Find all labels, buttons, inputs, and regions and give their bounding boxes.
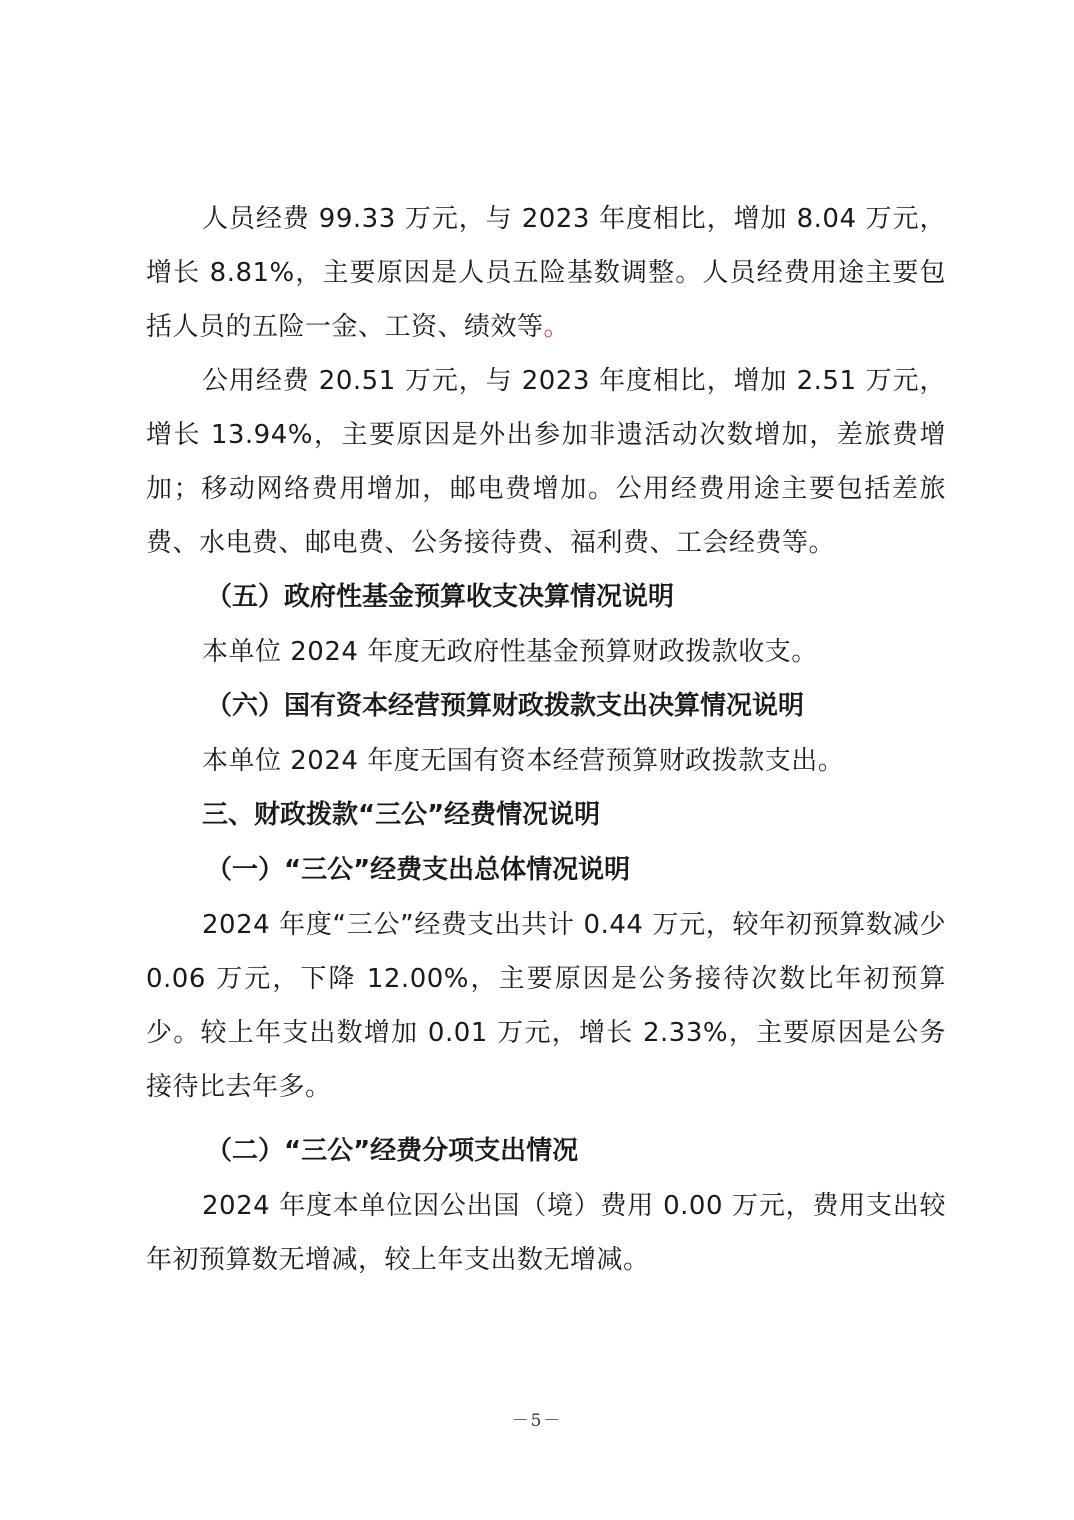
paragraph-state-capital: 本单位 2024 年度无国有资本经营预算财政拨款支出。 [202,746,845,776]
paragraph-three-public-overall: 2024 年度“三公”经费支出共计 0.44 万元，较年初预算数减少 0.06 万元，下降 12.00%，主要原因是公务接待次数比年初预算少。较上年支出数增加 0.01 万元，增长 2.33%，主要原因是公务接待比去年多。 [146,910,946,1102]
section-heading-three-public-itemized: （二）“三公”经费分项支出情况 [206,1136,579,1166]
paragraph-government-fund: 本单位 2024 年度无政府性基金预算财政拨款收支。 [202,637,818,667]
section-heading-government-fund: （五）政府性基金预算收支决算情况说明 [206,582,675,612]
section-heading-state-capital: （六）国有资本经营预算财政拨款支出决算情况说明 [206,691,805,721]
paragraph-personnel-expenses [146,192,946,354]
page-number: －5－ [511,1411,563,1431]
paragraph-public-expenses: 公用经费 20.51 万元，与 2023 年度相比，增加 2.51 万元，增长 13.94%，主要原因是外出参加非遗活动次数增加，差旅费增加；移动网络费用增加，邮电费增加。公用经费用途主要包括差旅费、水电费、邮电费、公务接待费、福利费、工会经费等。 [146,366,946,558]
section-heading-three-public: 三、财政拨款“三公”经费情况说明 [202,800,601,830]
paragraph-overseas-travel: 2024 年度本单位因公出国（境）费用 0.00 万元，费用支出较年初预算数无增减，较上年支出数无增减。 [146,1191,946,1275]
paragraph-text: 人员经费 99.33 万元，与 2023 年度相比，增加 8.04 万元，增长 8.81%，主要原因是人员五险基数调整。人员经费用途主要包括人员的五险一金、工资、绩效等 [146,204,946,342]
red-period-mark: 。 [543,312,571,342]
section-heading-three-public-overall: （一）“三公”经费支出总体情况说明 [206,855,631,885]
document-body [146,192,946,1287]
